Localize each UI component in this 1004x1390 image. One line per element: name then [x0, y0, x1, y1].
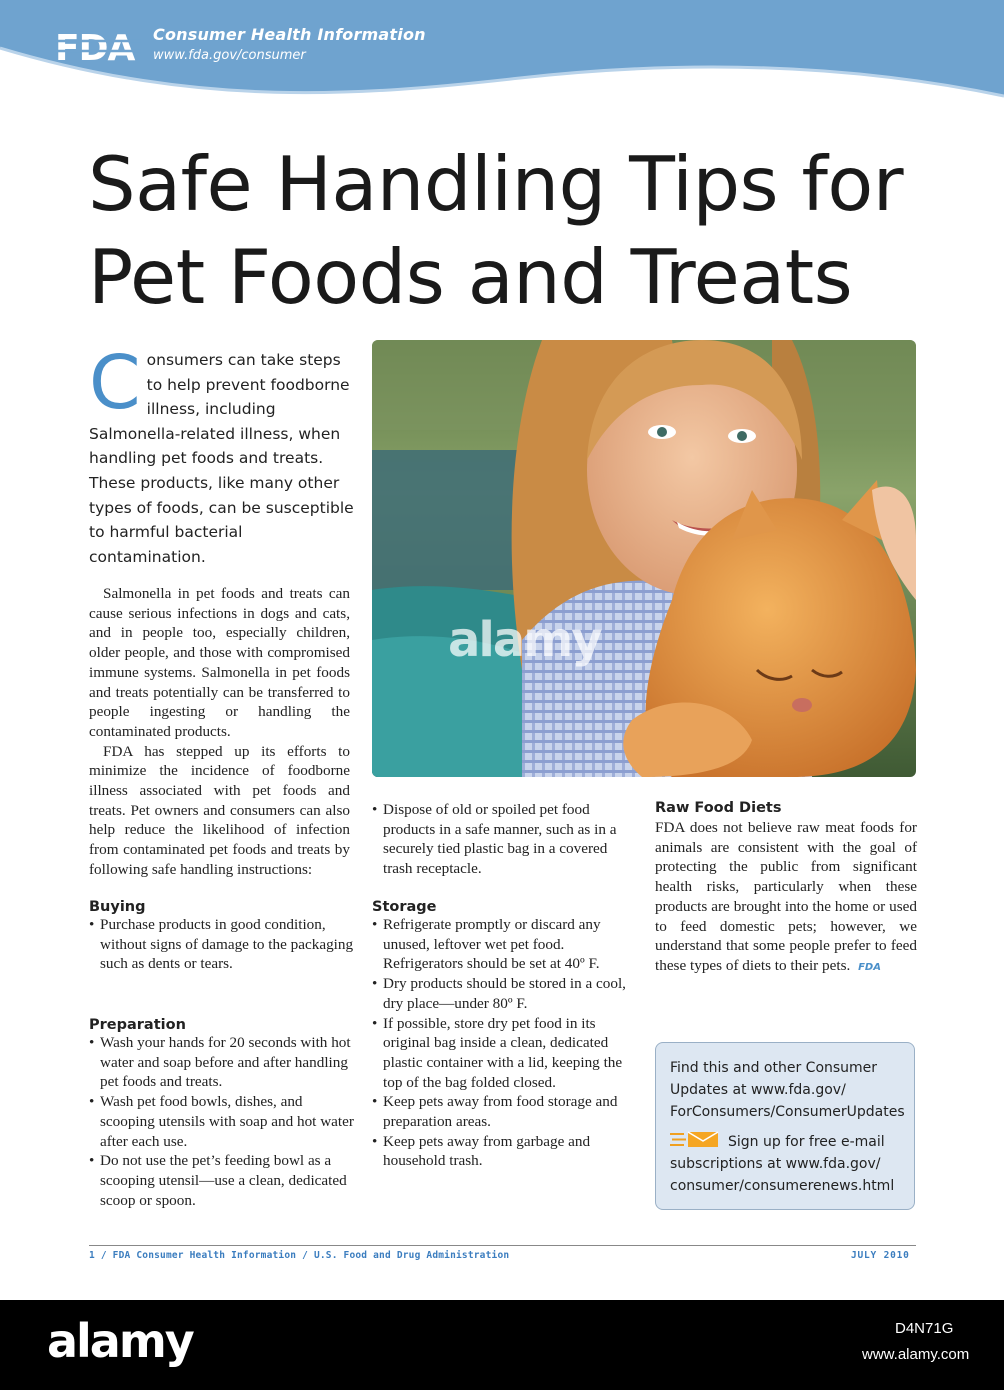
girl-with-cat-photo	[372, 340, 916, 777]
watermark-url: www.alamy.com	[862, 1346, 970, 1363]
intro-paragraph	[89, 340, 354, 569]
preparation-heading: Preparation	[89, 1017, 186, 1033]
raw-food-text: FDA does not believe raw meat foods for animals are consistent with the goal of protecting the public from significant health risks, particularly when these products are brought into the home or used to feed domestic pets; however, we understand that some people prefer to feed these types of diets to their pets.	[655, 819, 917, 974]
footer-date: JULY 2010	[851, 1250, 910, 1261]
header-title: Consumer Health Information	[153, 25, 426, 44]
body-paragraph-2: FDA has stepped up its efforts to minimize the incidence of foodborne illness associated with pet foods and treats. Pet owners and consumers can also help reduce the likelihood of infection from contaminated pet foods and treats by following safe handling instructions:	[89, 742, 350, 878]
list-item: • If possible, store dry pet food in its original bag inside a clean, dedicated plastic container with a lid, keeping the top of the bag folded closed.	[372, 1014, 632, 1093]
body-paragraph-1: Salmonella in pet foods and treats can cause serious infections in dogs and cats, and in people too, especially children, older people, and those with compromised immune systems. Salmonella in pet foods and treats potentially can be transferred to people ingesting or handling the contaminated products.	[89, 585, 350, 740]
photo-watermark: alamy	[448, 612, 601, 668]
page-title-line-2: Pet Foods and Treats	[88, 233, 853, 321]
list-item: • Wash pet food bowls, dishes, and scooping utensils with soap and hot water after each use.	[89, 1092, 354, 1151]
header-band	[0, 0, 1004, 110]
raw-food-section	[655, 800, 917, 978]
list-item: • Dry products should be stored in a cool, dry place—under 80º F.	[372, 974, 632, 1013]
buying-section	[89, 899, 354, 974]
watermark-brand: alamy	[47, 1314, 193, 1368]
list-item: • Purchase products in good condition, without signs of damage to the packaging such as dents or tears.	[89, 915, 354, 974]
email-signup-label: Sign up for free e-mail subscriptions at www.fda.gov/ consumer/consumerenews.html	[670, 1134, 895, 1194]
footer-rule	[89, 1245, 916, 1246]
header-url: www.fda.gov/consumer	[153, 48, 306, 63]
preparation-section	[89, 1017, 354, 1210]
page-title	[88, 138, 968, 324]
consumer-updates-text: Find this and other Consumer Updates at www.fda.gov/ ForConsumers/ConsumerUpdates	[670, 1060, 905, 1120]
body-text	[89, 584, 350, 880]
email-signup-text	[670, 1131, 900, 1197]
footer-credit: 1 / FDA Consumer Health Information / U.S. Food and Drug Administration	[89, 1250, 510, 1261]
raw-food-heading: Raw Food Diets	[655, 800, 782, 816]
svg-text:FDA: FDA	[55, 28, 135, 65]
info-box	[655, 1042, 915, 1210]
list-item: • Keep pets away from food storage and preparation areas.	[372, 1092, 632, 1131]
storage-section	[372, 899, 632, 1171]
list-item: • Keep pets away from garbage and household trash.	[372, 1132, 632, 1171]
watermark-image-id: D4N71G	[895, 1320, 954, 1337]
photo-illustration	[372, 340, 916, 777]
fda-logo	[55, 27, 141, 65]
drop-cap: C	[89, 340, 141, 426]
list-item: • Wash your hands for 20 seconds with hot water and soap before and after handling pet foods and treats.	[89, 1033, 354, 1092]
page-title-line-1: Safe Handling Tips for	[88, 140, 904, 228]
intro-text: onsumers can take steps to help prevent foodborne illness, including Salmonella-related illness, when handling pet foods and treats. These products, like many other types of foods, can be susceptible to harmful bacterial contamination.	[89, 351, 354, 566]
list-item: • Do not use the pet’s feeding bowl as a scooping utensil—use a clean, dedicated scoop or spoon.	[89, 1151, 354, 1210]
fda-end-mark: FDA	[858, 961, 881, 973]
list-item: • Dispose of old or spoiled pet food products in a safe manner, such as in a securely tied plastic bag in a covered trash receptacle.	[372, 800, 632, 879]
disposal-section	[372, 800, 632, 879]
envelope-icon	[670, 1131, 720, 1148]
storage-heading: Storage	[372, 899, 437, 915]
list-item: • Refrigerate promptly or discard any unused, leftover wet pet food. Refrigerators should be set at 40º F.	[372, 915, 632, 974]
buying-heading: Buying	[89, 899, 146, 915]
